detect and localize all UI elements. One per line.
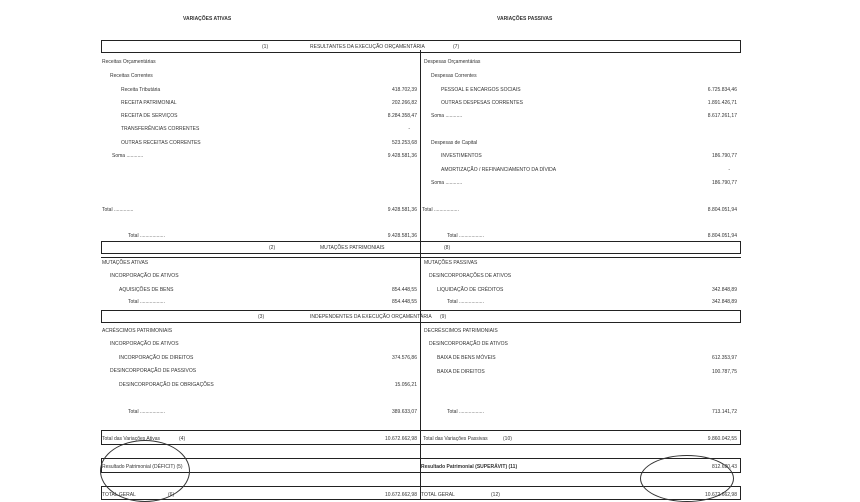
handdrawn-circle-right [640, 455, 734, 502]
section2-header [101, 241, 741, 254]
section2-subline [101, 257, 741, 258]
section2-title: MUTAÇÕES PATRIMONIAIS [320, 245, 385, 251]
section2-num-right: (8) [444, 245, 451, 251]
total-receitas-value: 9.428.581,36 [387, 207, 417, 213]
total-passivas-label: Total das Variações Passivas [423, 436, 488, 442]
receita-tributaria-label: Receita Tributária [121, 87, 161, 93]
acrescimos-patrimoniais: ACRÉSCIMOS PATRIMONIAIS [102, 328, 173, 334]
mutacoes-ativas-total-label: Total .................. [128, 299, 165, 305]
pessoal-label: PESSOAL E ENCARGOS SOCIAIS [441, 87, 521, 93]
desincorporacao-ativos-2: DESINCORPORAÇÃO DE ATIVOS [429, 341, 508, 347]
header-right: VARIAÇÕES PASSIVAS [497, 16, 553, 22]
total2-despesas-label: Total .................. [447, 233, 484, 239]
soma2-despesas-label: Soma ............ [431, 180, 463, 186]
incorporacao-direitos-label: INCORPORAÇÃO DE DIREITOS [119, 355, 194, 361]
total-despesas-label: Total .................. [422, 207, 459, 213]
decrescimos-total-value: 713.141,72 [711, 409, 737, 415]
total-geral-right-num: (12) [491, 492, 500, 498]
transferencias-value: - [408, 126, 410, 132]
handdrawn-circle-left [100, 440, 190, 502]
decrescimos-total-label: Total .................. [447, 409, 484, 415]
soma-despesas-label: Soma ............ [431, 113, 463, 119]
liquidacao-value: 342.848,89 [711, 287, 737, 293]
resultado-superavit-value: 812.620,43 [711, 464, 737, 470]
receita-patrimonial-label: RECEITA PATRIMONIAL [121, 100, 177, 106]
mutacoes-passivas-total-value: 342.848,89 [711, 299, 737, 305]
investimentos-label: INVESTIMENTOS [441, 153, 482, 159]
acrescimos-total-label: Total .................. [128, 409, 165, 415]
receitas-orcamentarias: Receitas Orçamentárias [102, 59, 156, 65]
section3-num-right: (9) [440, 314, 447, 320]
acrescimos-total-value: 389.633,07 [391, 409, 417, 415]
total2-despesas-value: 8.804.051,94 [707, 233, 737, 239]
outras-receitas-label: OUTRAS RECEITAS CORRENTES [121, 140, 201, 146]
total-passivas-num: (10) [503, 436, 512, 442]
total-ativas-num: (4) [179, 436, 186, 442]
soma2-despesas-value: 186.790,77 [711, 180, 737, 186]
desincorporacao-obrigacoes-label: DESINCORPORAÇÃO DE OBRIGAÇÕES [119, 382, 214, 388]
total2-receitas-label: Total .................. [128, 233, 165, 239]
amortizacao-label: AMORTIZAÇÃO / REFINANCIAMENTO DA DÍVIDA [441, 167, 557, 173]
desincorporacao-passivos: DESINCORPORAÇÃO DE PASSIVOS [110, 368, 197, 374]
section1-title: RESULTANTES DA EXECUÇÃO ORÇAMENTÁRIA [310, 44, 425, 50]
totals-box [101, 430, 741, 445]
total-geral-right-value: 10.672.662,98 [705, 492, 737, 498]
decrescimos-patrimoniais: DECRÉSCIMOS PATRIMONIAIS [424, 328, 498, 334]
total-geral-right-label: TOTAL GERAL [421, 492, 455, 498]
total-receitas-label: Total .............. [102, 207, 134, 213]
resultado-deficit-label: Resultado Patrimonial (DÉFICIT) (5) [102, 464, 183, 470]
amortizacao-value: - [728, 167, 730, 173]
despesas-orcamentarias: Despesas Orçamentárias [424, 59, 481, 65]
incorporacao-direitos-value: 374.576,86 [391, 355, 417, 361]
section2-num-left: (2) [269, 245, 276, 251]
mutacoes-passivas-total-label: Total .................. [447, 299, 484, 305]
section3-num-left: (3) [258, 314, 265, 320]
baixa-bens-label: BAIXA DE BENS MÓVEIS [437, 355, 496, 361]
header-left: VARIAÇÕES ATIVAS [183, 16, 232, 22]
incorporacao-ativos: INCORPORAÇÃO DE ATIVOS [110, 273, 179, 279]
soma-despesas-value: 8.617.261,17 [707, 113, 737, 119]
total2-receitas-value: 9.428.581,36 [387, 233, 417, 239]
receita-servicos-label: RECEITA DE SERVIÇOS [121, 113, 178, 119]
outras-receitas-value: 523.253,68 [391, 140, 417, 146]
incorporacao-ativos-2: INCORPORAÇÃO DE ATIVOS [110, 341, 179, 347]
despesas-capital: Despesas de Capital [431, 140, 478, 146]
mutacoes-ativas: MUTAÇÕES ATIVAS [102, 260, 149, 266]
receita-tributaria-value: 418.702,39 [391, 87, 417, 93]
mutacoes-ativas-total-value: 854.448,55 [391, 299, 417, 305]
outras-despesas-label: OUTRAS DESPESAS CORRENTES [441, 100, 523, 106]
section3-title: INDEPENDENTES DA EXECUÇÃO ORÇAMENTÁRIA [310, 314, 432, 320]
desincorporacao-obrigacoes-value: 15.056,21 [394, 382, 417, 388]
baixa-direitos-label: BAIXA DE DIREITOS [437, 369, 485, 375]
soma-receitas-label: Soma ............ [112, 153, 144, 159]
receita-patrimonial-value: 202.266,82 [391, 100, 417, 106]
aquisicoes-label: AQUISIÇÕES DE BENS [119, 287, 174, 293]
total-ativas-label: Total das Variações Ativas [102, 436, 160, 442]
baixa-bens-value: 612.353,97 [711, 355, 737, 361]
soma-receitas-value: 9.428.581,36 [387, 153, 417, 159]
baixa-direitos-value: 100.787,75 [711, 369, 737, 375]
pessoal-value: 6.725.834,46 [707, 87, 737, 93]
outras-despesas-value: 1.891.426,71 [707, 100, 737, 106]
resultado-superavit-label: Resultado Patrimonial (SUPERÁVIT) (11) [421, 464, 518, 470]
total-ativas-value: 10.672.662,98 [385, 436, 417, 442]
receitas-correntes: Receitas Correntes [110, 73, 153, 79]
desincorporacoes-ativos: DESINCORPORAÇÕES DE ATIVOS [429, 273, 512, 279]
total-geral-left-value: 10.672.662,98 [385, 492, 417, 498]
section1-num-right: (7) [453, 44, 460, 50]
section1-num-left: (1) [262, 44, 269, 50]
despesas-correntes: Despesas Correntes [431, 73, 477, 79]
aquisicoes-value: 854.448,55 [391, 287, 417, 293]
liquidacao-label: LIQUIDAÇÃO DE CRÉDITOS [437, 287, 504, 293]
receita-servicos-value: 8.284.358,47 [387, 113, 417, 119]
total-geral-left-num: (6) [168, 492, 175, 498]
total-passivas-value: 9.860.042,55 [707, 436, 737, 442]
total-geral-left-label: TOTAL GERAL [102, 492, 136, 498]
transferencias-label: TRANSFERÊNCIAS CORRENTES [121, 126, 200, 132]
total-despesas-value: 8.804.051,94 [707, 207, 737, 213]
investimentos-value: 186.790,77 [711, 153, 737, 159]
mutacoes-passivas: MUTAÇÕES PASSIVAS [424, 260, 478, 266]
